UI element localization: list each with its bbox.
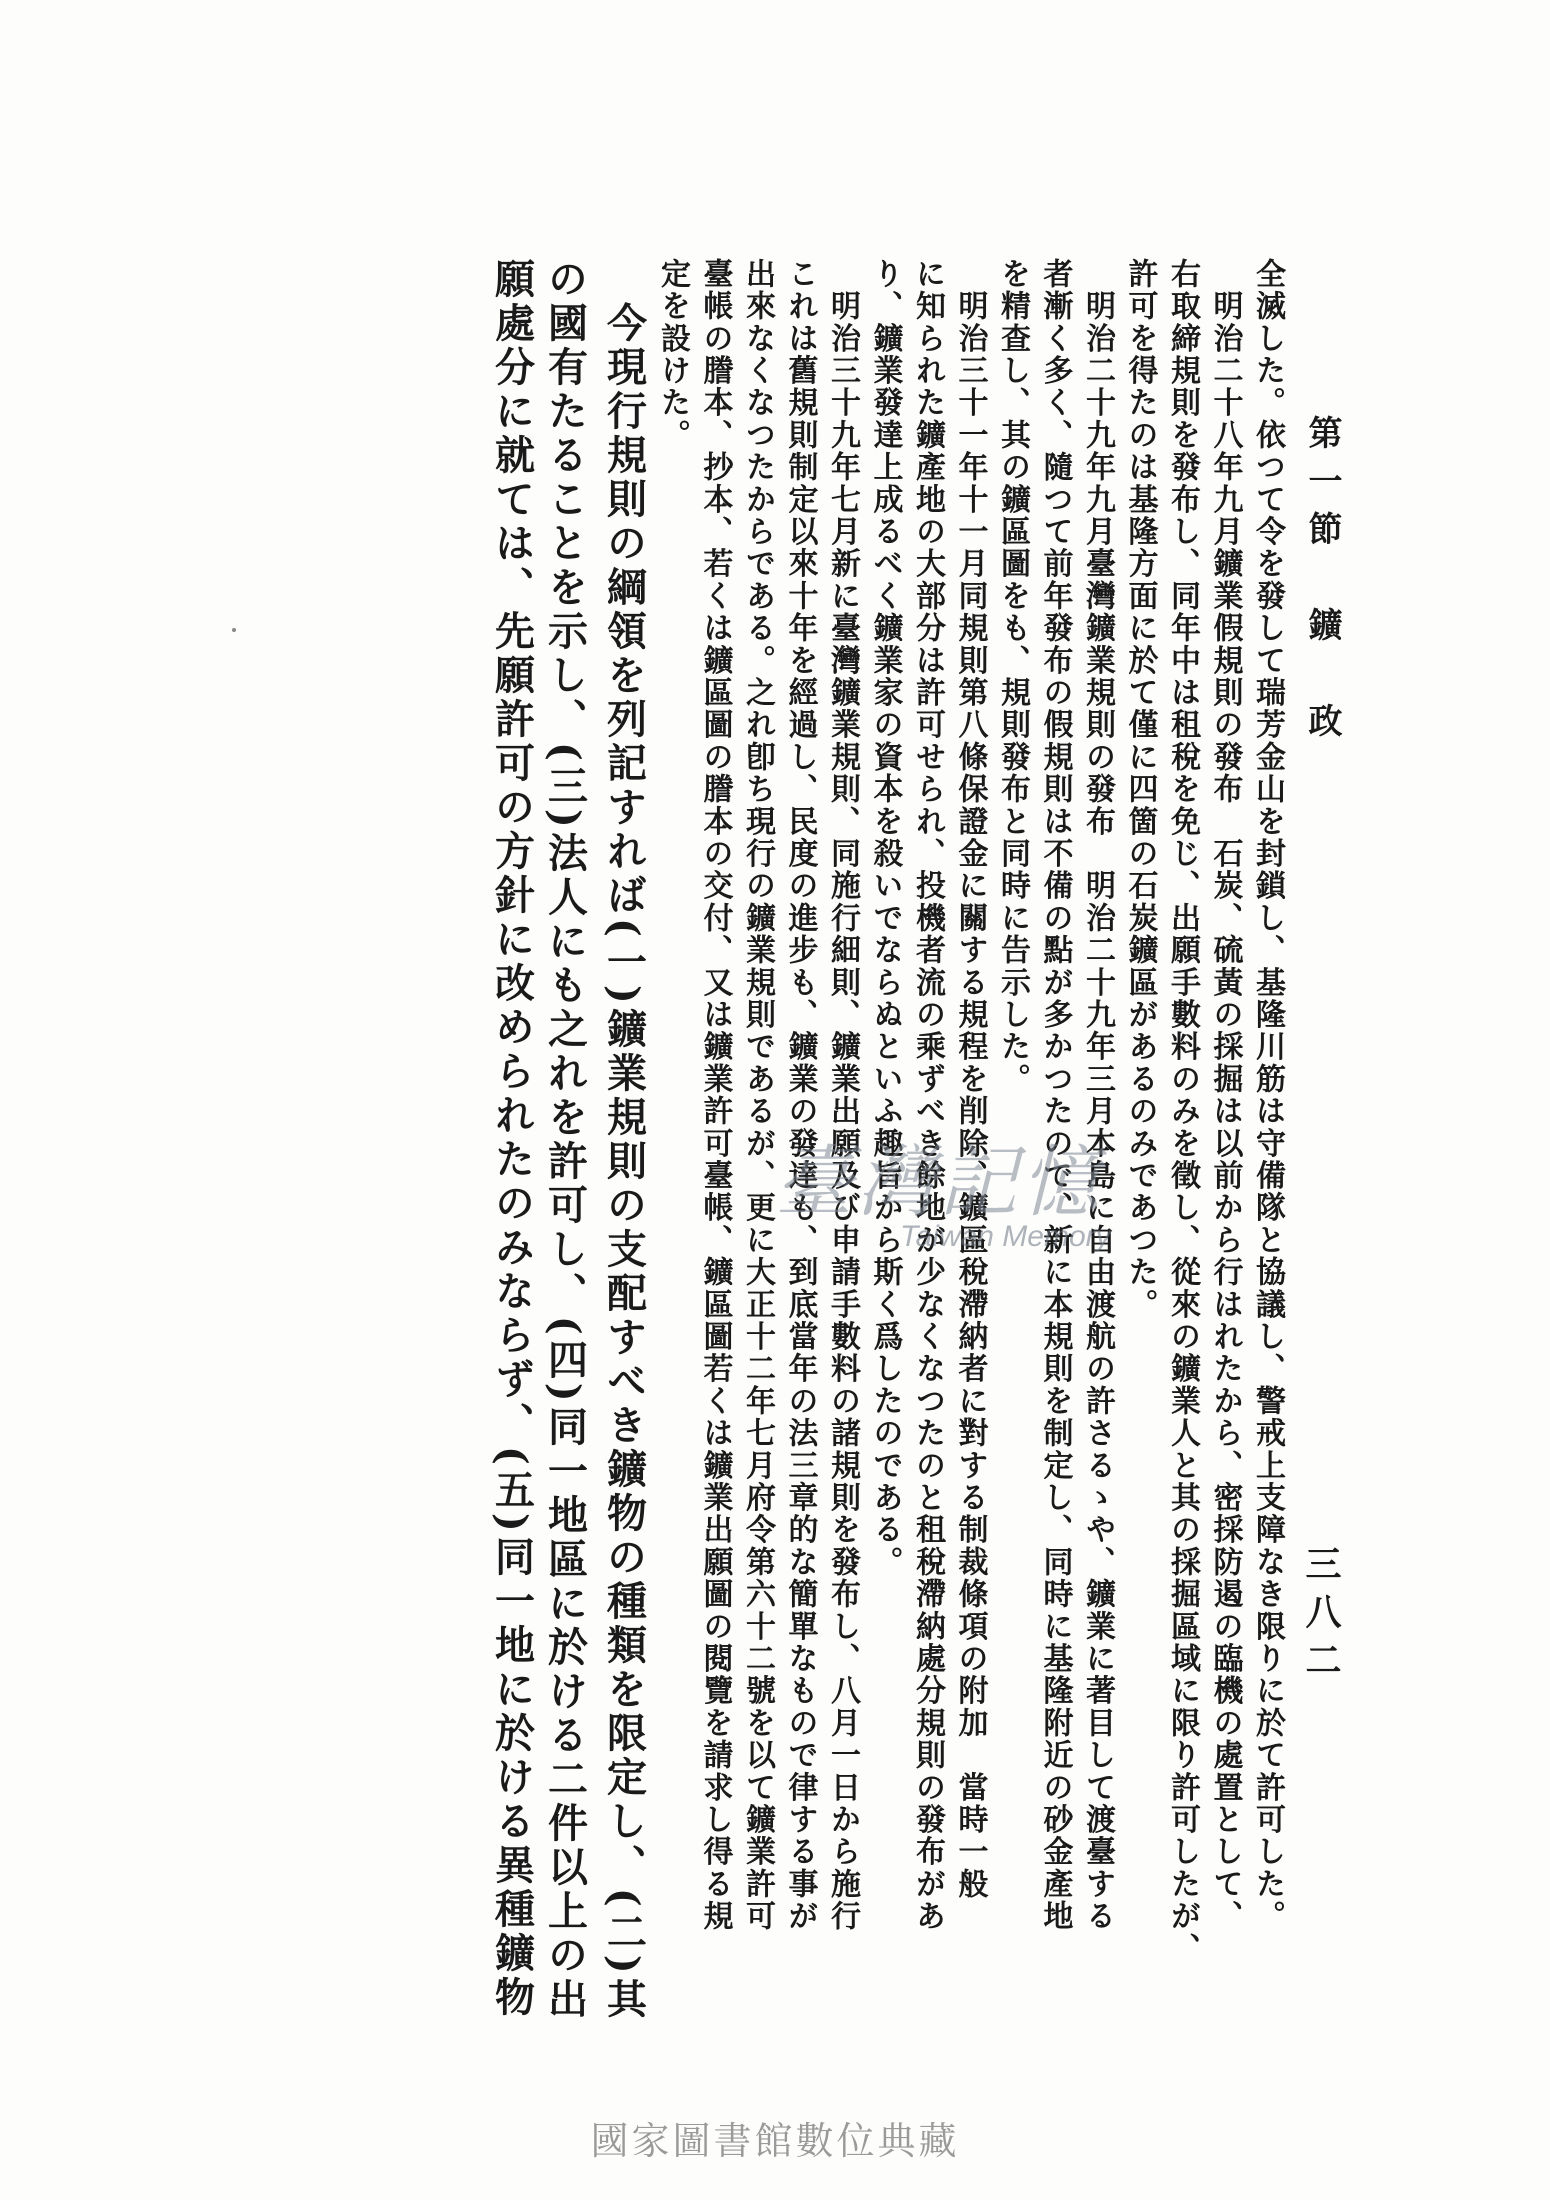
text-column: 全滅した。依つて令を發して瑞芳金山を封鎖し、基隆川筋は守備隊と協議し、警戒上支障なき限りに於て許可した。 — [1250, 258, 1285, 1933]
text-column: 願處分に就ては、先願許可の方針に改められたのみならず、(五)同一地に於ける異種鑛物 — [488, 258, 536, 2020]
text-column: 明治二十八年九月鑛業假規則の發布 石炭、硫黃の採掘は以前から行はれたから、密採防遏の臨機の處置として、 — [1207, 258, 1243, 1933]
text-column: 出來なくなつたからである。之れ卽ち現行の鑛業規則であるが、更に大正十二年七月府令第六十二號を以て鑛業許可 — [740, 258, 775, 1933]
body-text — [486, 258, 1289, 2022]
running-header-title: 第一節 鑛 政 — [1302, 415, 1342, 751]
scan-speck — [232, 628, 236, 632]
watermark-subtitle: Taiwan Memory — [900, 1220, 1111, 1253]
text-column: 明治二十九年九月臺灣鑛業規則の發布 明治二十九年三月本島に自由渡航の許さるゝや、鑛業に著目して渡臺する — [1080, 258, 1115, 1933]
library-mark: 國家圖書館數位典藏 — [590, 2119, 960, 2163]
text-column: 右取締規則を發布し、同年中は租稅を免じ、出願手數料のみを徵し、從來の鑛業人と其の採掘區域に限り許可したが、 — [1165, 258, 1200, 1965]
text-column: 明治三十一年十一月同規則第八條保證金に關する規程を削除、鑛區稅滯納者に對する制裁條項の附加 當時一般 — [952, 258, 988, 1901]
text-column: を精查し、其の鑛區圖をも、規則發布と同時に告示した。 — [995, 258, 1030, 1096]
text-column: 明治三十九年七月新に臺灣鑛業規則、同施行細則、鑛業出願及び申請手數料の諸規則を發布し、八月一日から施行 — [825, 258, 860, 1933]
page-number: 三八二 — [1300, 1545, 1342, 1689]
text-column: 今現行規則の綱領を列記すれば(一)鑛業規則の支配すべき鑛物の種類を限定し、(二)其 — [600, 258, 648, 2022]
text-column: り、鑛業發達上成るべく鑛業家の資本を殺いでならぬといふ趣旨から斯く爲したのである。 — [867, 258, 903, 1579]
text-column: 定を設けた。 — [655, 258, 690, 452]
text-column: の國有たることを示し、(三)法人にも之れを許可し、(四)同一地區に於ける二件以上の出 — [541, 258, 589, 2022]
text-column: 許可を得たのは基隆方面に於て僅に四箇の石炭鑛區があるのみであつた。 — [1122, 258, 1158, 1321]
watermark-title: 臺灣記憶 — [775, 1138, 1104, 1228]
text-column: に知られた鑛產地の大部分は許可せられ、投機者流の乘ずべき餘地が少なくなつたのと租稅滯納處分規則の發布があ — [910, 258, 945, 1933]
text-column: 臺帳の謄本、抄本、若くは鑛區圖の謄本の交付、又は鑛業許可臺帳、鑛區圖若くは鑛業出願圖の閱覽を請求し得る規 — [697, 258, 733, 1933]
text-column: これは舊規則制定以來十年を經過し、民度の進步も、鑛業の發達も、到底當年の法三章的な簡單なもので律する事が — [782, 258, 818, 1933]
text-column: 者漸く多く、隨つて前年發布の假規則は不備の點が多かつたので、新に本規則を制定し、同時に基隆附近の砂金產地 — [1037, 258, 1073, 1933]
